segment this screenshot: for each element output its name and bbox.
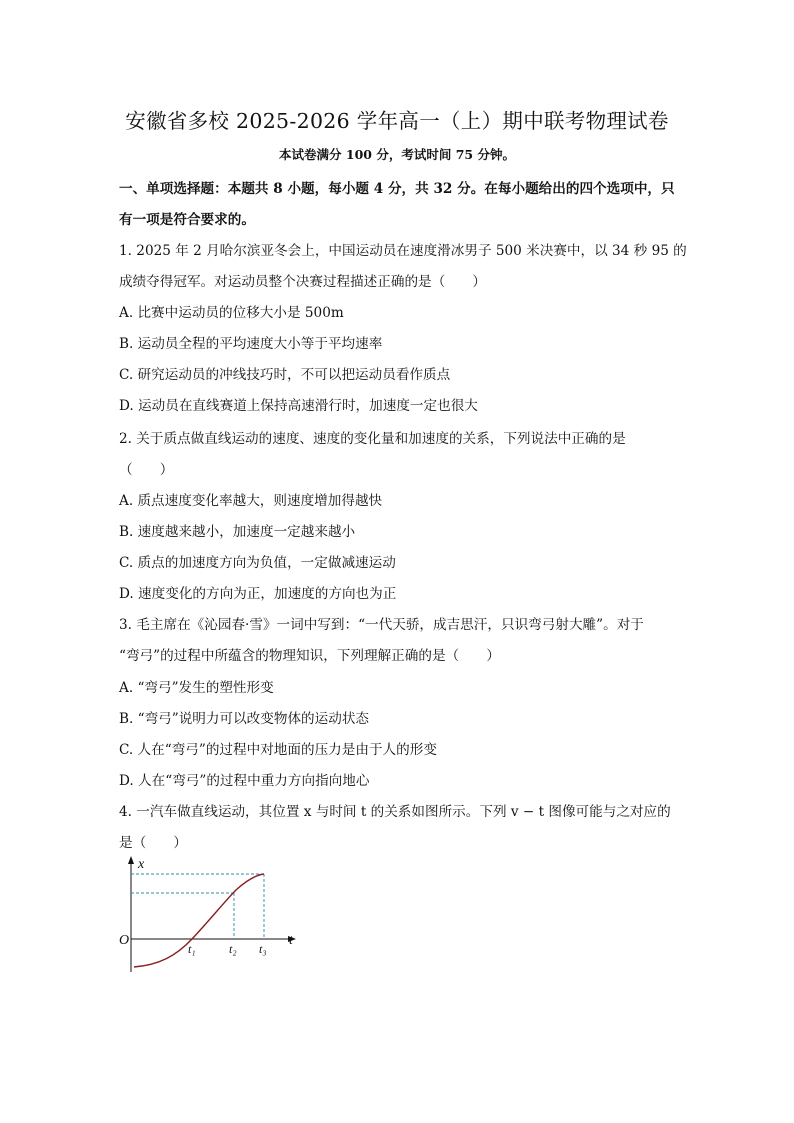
- t3-label: t₃: [259, 942, 267, 956]
- q3-stem-line-2: “弯弓”的过程中所蕴含的物理知识，下列理解正确的是（ ）: [119, 648, 500, 664]
- q1-option-b: B. 运动员全程的平均速度大小等于平均速率: [119, 336, 383, 352]
- q1-stem-line-1: 1. 2025 年 2 月哈尔滨亚冬会上，中国运动员在速度滑冰男子 500 米决赛中，以 34 秒 95 的: [119, 243, 687, 259]
- q3-option-d: D. 人在“弯弓”的过程中重力方向指向地心: [119, 773, 370, 789]
- q1-option-c: C. 研究运动员的冲线技巧时，不可以把运动员看作质点: [119, 367, 451, 383]
- exam-subtitle: 本试卷满分 100 分，考试时间 75 分钟。: [279, 147, 515, 162]
- q2-option-d: D. 速度变化的方向为正，加速度的方向也为正: [119, 586, 397, 602]
- position-curve: [134, 874, 264, 967]
- x-axis-label: t: [289, 933, 293, 948]
- q1-option-d: D. 运动员在直线赛道上保持高速滑行时，加速度一定也很大: [119, 398, 478, 414]
- y-axis-arrow: [128, 856, 134, 864]
- q2-stem-line-1: 2. 关于质点做直线运动的速度、速度的变化量和加速度的关系，下列说法中正确的是: [119, 431, 626, 447]
- q3-option-b: B. “弯弓”说明力可以改变物体的运动状态: [119, 711, 370, 727]
- q3-stem-line-1: 3. 毛主席在《沁园春·雪》一词中写到：“一代天骄，成吉思汗，只识弯弓射大雕”。对于: [119, 617, 644, 633]
- section-heading-line-2: 有一项是符合要求的。: [119, 212, 255, 228]
- exam-title: 安徽省多校 2025-2026 学年高一（上）期中联考物理试卷: [125, 109, 669, 133]
- q2-stem-line-2: （ ）: [119, 462, 174, 478]
- q2-option-c: C. 质点的加速度方向为负值，一定做减速运动: [119, 555, 396, 571]
- q2-option-b: B. 速度越来越小，加速度一定越来越小: [119, 524, 356, 540]
- origin-label: O: [119, 933, 130, 948]
- q1-option-a: A. 比赛中运动员的位移大小是 500m: [119, 305, 344, 321]
- q3-option-c: C. 人在“弯弓”的过程中对地面的压力是由于人的形变: [119, 742, 437, 758]
- t1-label: t₁: [188, 942, 196, 956]
- q3-option-a: A. “弯弓”发生的塑性形变: [119, 680, 274, 696]
- section-heading-line-1: 一、单项选择题：本题共 8 小题，每小题 4 分，共 32 分。在每小题给出的四个选项中，只: [119, 181, 675, 197]
- t2-label: t₂: [229, 942, 237, 956]
- q4-stem-line-1: 4. 一汽车做直线运动，其位置 x 与时间 t 的关系如图所示。下列 v − t 图像可能与之对应的: [119, 804, 671, 820]
- q2-option-a: A. 质点速度变化率越大，则速度增加得越快: [119, 493, 383, 509]
- y-axis-label: x: [138, 857, 145, 872]
- q1-stem-line-2: 成绩夺得冠军。对运动员整个决赛过程描述正确的是（ ）: [119, 274, 487, 290]
- q4-stem-line-2: 是（ ）: [119, 835, 187, 851]
- position-time-graph: [114, 852, 314, 977]
